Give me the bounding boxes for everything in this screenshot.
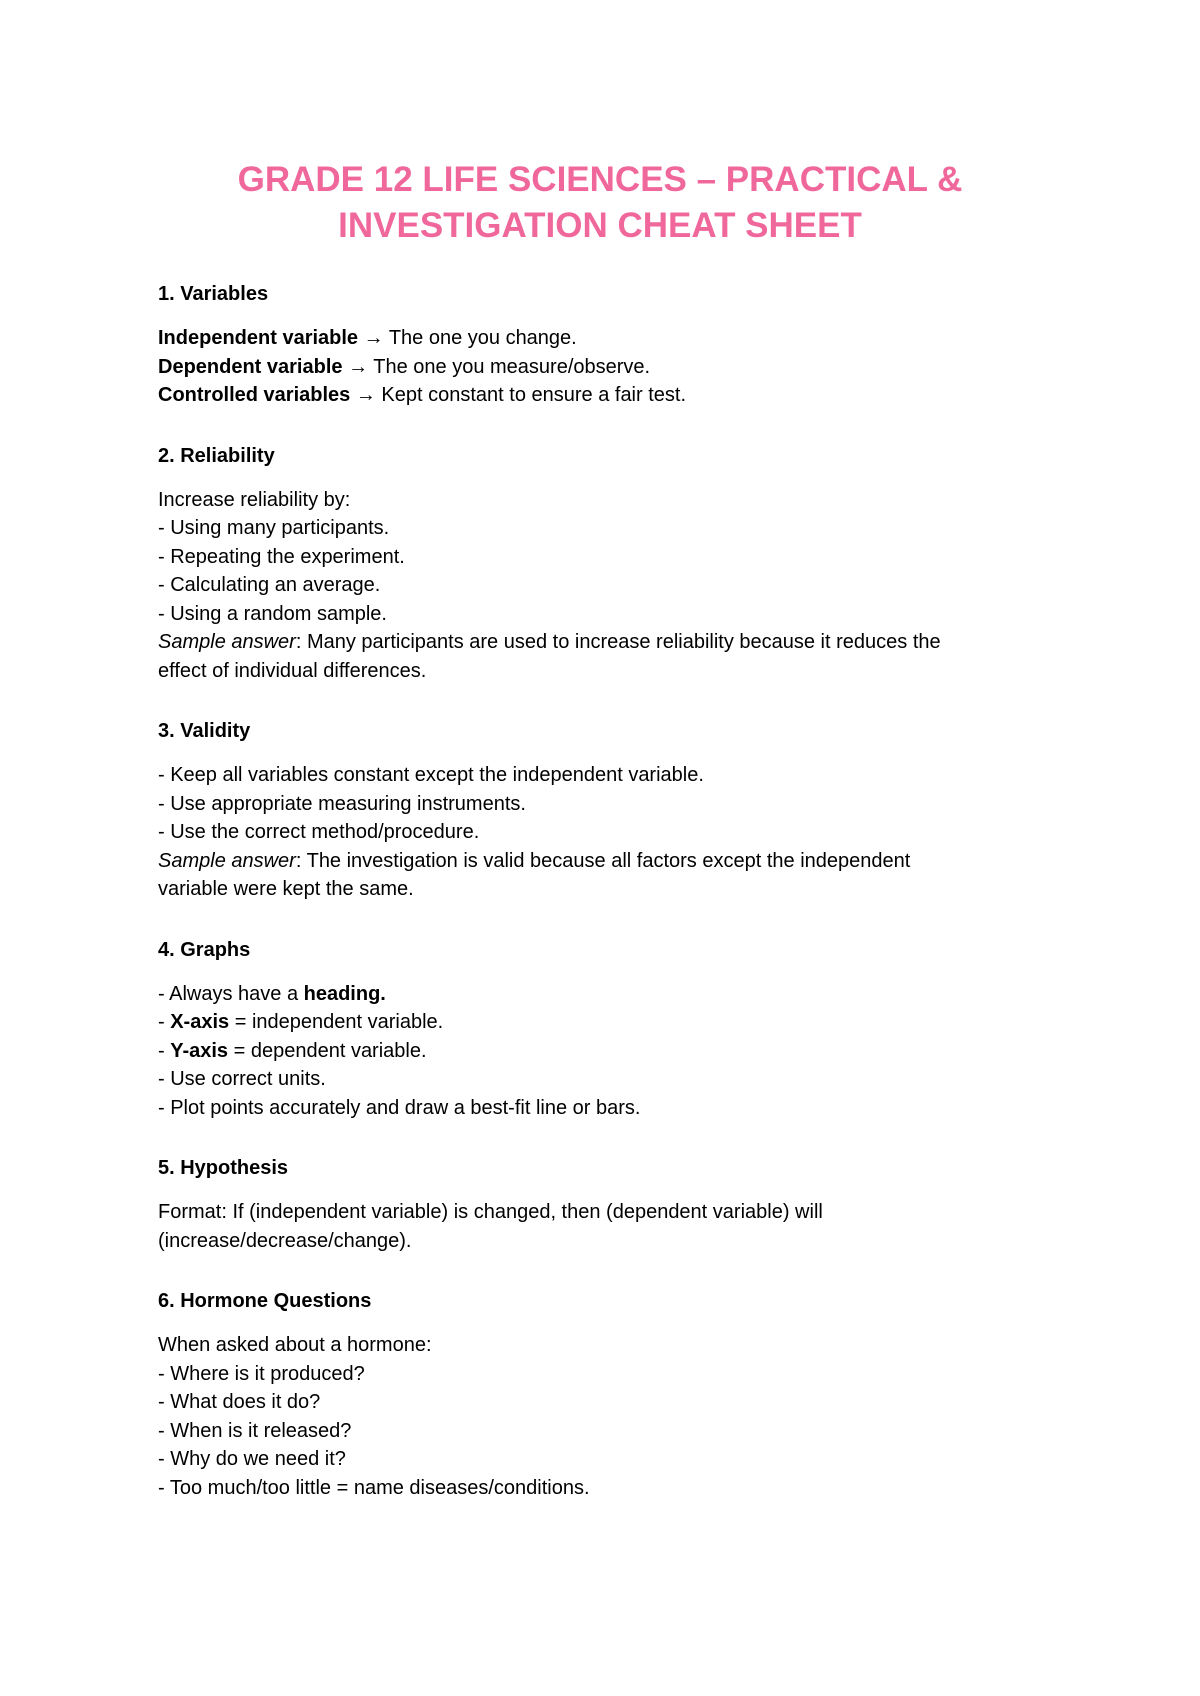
hormone-intro: When asked about a hormone: bbox=[158, 1334, 432, 1356]
document-body bbox=[158, 280, 1058, 1534]
section-heading-hypothesis: 5. Hypothesis bbox=[158, 1157, 289, 1179]
list-item: - Use correct units. bbox=[158, 1068, 326, 1090]
dependent-variable-term: Dependent variable bbox=[158, 355, 343, 378]
independent-variable-line bbox=[158, 324, 1058, 353]
reliability-sample-answer-continued: effect of individual differences. bbox=[158, 659, 427, 682]
list-item: - Plot points accurately and draw a best-fit line or bars. bbox=[158, 1096, 641, 1119]
section-heading-validity: 3. Validity bbox=[158, 720, 251, 742]
list-item bbox=[158, 1037, 1058, 1066]
dependent-variable-line bbox=[158, 353, 1058, 382]
graphs-item-2-bold: X-axis bbox=[170, 1011, 230, 1033]
page-title-line-2: INVESTIGATION CHEAT SHEET bbox=[338, 206, 862, 245]
section-hormone-questions bbox=[158, 1287, 1058, 1502]
section-validity bbox=[158, 717, 1058, 904]
list-item: - Why do we need it? bbox=[158, 1448, 346, 1470]
controlled-variables-line bbox=[158, 381, 1058, 410]
list-item: - Use the correct method/procedure. bbox=[158, 821, 480, 843]
list-item: - When is it released? bbox=[158, 1419, 352, 1442]
list-item: - What does it do? bbox=[158, 1391, 321, 1413]
graphs-item-3-text: = dependent variable. bbox=[228, 1039, 427, 1062]
list-item: - Where is it produced? bbox=[158, 1362, 365, 1385]
independent-variable-term: Independent variable bbox=[158, 327, 359, 349]
graphs-item-2-text: = independent variable. bbox=[229, 1011, 444, 1033]
list-item: - Too much/too little = name diseases/conditions. bbox=[158, 1476, 590, 1499]
sample-answer-text: : Many participants are used to increase reliability because it reduces the bbox=[295, 631, 941, 653]
controlled-variables-term: Controlled variables bbox=[158, 384, 351, 406]
section-hypothesis bbox=[158, 1154, 1058, 1255]
controlled-variables-text: → Kept constant to ensure a fair test. bbox=[350, 384, 687, 406]
list-item: - Using many participants. bbox=[158, 517, 390, 539]
sample-answer-text: : The investigation is valid because all factors except the independent bbox=[295, 849, 911, 872]
hypothesis-format-line-1: Format: If (independent variable) is changed, then (dependent variable) will bbox=[158, 1201, 823, 1223]
list-item bbox=[158, 980, 1058, 1009]
page-title-line-1: GRADE 12 LIFE SCIENCES – PRACTICAL & bbox=[237, 160, 963, 199]
section-variables bbox=[158, 280, 1058, 410]
list-item: - Using a random sample. bbox=[158, 602, 387, 625]
list-item: - Keep all variables constant except the independent variable. bbox=[158, 764, 704, 786]
validity-sample-answer-continued: variable were kept the same. bbox=[158, 878, 414, 900]
section-heading-variables: 1. Variables bbox=[158, 283, 269, 305]
section-heading-hormone-questions: 6. Hormone Questions bbox=[158, 1290, 372, 1312]
graphs-item-1-bold: heading. bbox=[303, 982, 386, 1005]
sample-answer-label: Sample answer bbox=[158, 631, 296, 653]
reliability-intro: Increase reliability by: bbox=[158, 488, 351, 511]
validity-sample-answer bbox=[158, 847, 1058, 876]
dependent-variable-text: → The one you measure/observe. bbox=[342, 355, 651, 378]
section-heading-graphs: 4. Graphs bbox=[158, 938, 251, 961]
list-item: - Repeating the experiment. bbox=[158, 545, 405, 568]
sample-answer-label: Sample answer bbox=[158, 849, 296, 872]
section-graphs bbox=[158, 936, 1058, 1123]
list-item bbox=[158, 1008, 1058, 1037]
graphs-item-3-bold: Y-axis bbox=[170, 1039, 229, 1062]
graphs-item-3-prefix: - bbox=[158, 1039, 171, 1062]
graphs-item-2-prefix: - bbox=[158, 1011, 171, 1033]
section-heading-reliability: 2. Reliability bbox=[158, 444, 275, 467]
hypothesis-format-line-2: (increase/decrease/change). bbox=[158, 1229, 412, 1252]
section-reliability bbox=[158, 442, 1058, 686]
independent-variable-text: → The one you change. bbox=[358, 327, 577, 349]
page-title bbox=[0, 157, 1200, 249]
graphs-item-1-prefix: - Always have a bbox=[158, 982, 304, 1005]
list-item: - Use appropriate measuring instruments. bbox=[158, 792, 526, 815]
list-item: - Calculating an average. bbox=[158, 574, 381, 596]
reliability-sample-answer bbox=[158, 628, 1058, 657]
